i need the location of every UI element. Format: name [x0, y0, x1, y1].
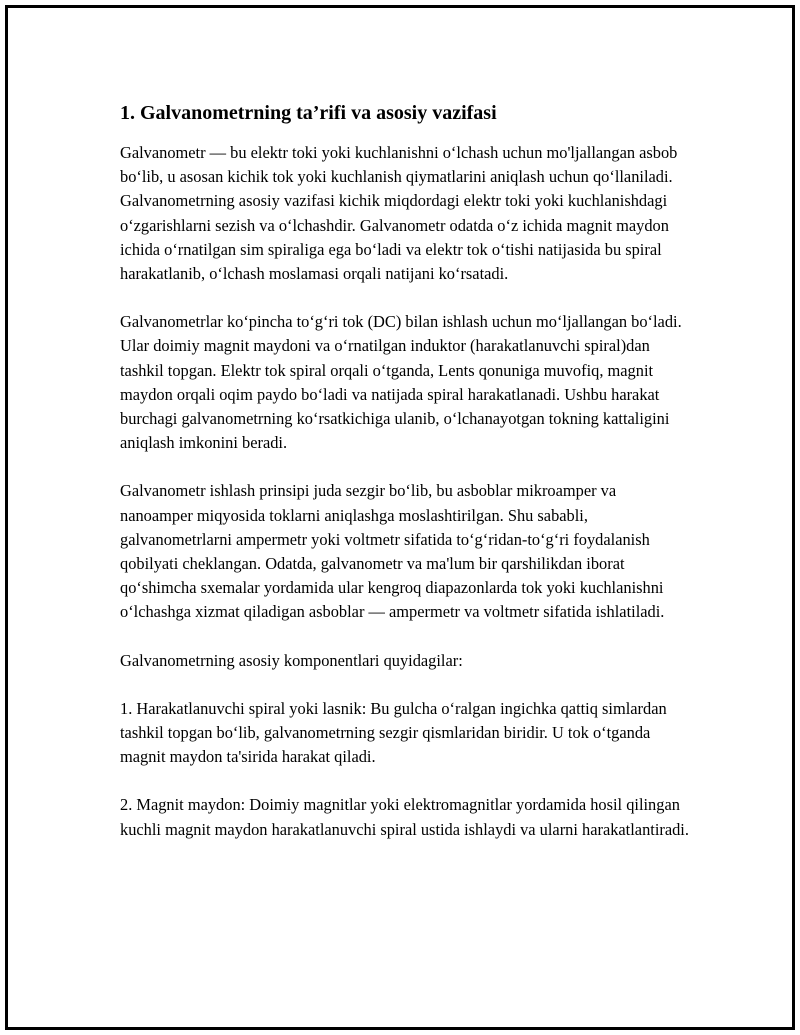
paragraph-definition: Galvanometr — bu elektr toki yoki kuchlanishni o‘lchash uchun mo'ljallangan asbob bo‘lib, u asosan kichik tok yoki kuchlanish qiymatlarini aniqlash uchun qo‘llaniladi. Galvanometrning asosiy vazifasi kichik miqdordagi elektr toki yoki kuchlanishdagi o‘zgarishlarni sezish va o‘lchashdir. Galvanometr odatda o‘z ichida magnit maydon ichida o‘rnatilgan sim spiraliga ega bo‘ladi va elektr tok o‘tishi natijasida bu spiral harakatlanib, o‘lchash moslamasi orqali natijani ko‘rsatadi. — [120, 143, 678, 284]
paragraph-components-intro: Galvanometrning asosiy komponentlari quyidagilar: — [120, 650, 463, 670]
section-heading: 1. Galvanometrning ta’rifi va asosiy vazifasi — [120, 102, 497, 124]
list-item-moving-coil: 1. Harakatlanuvchi spiral yoki lasnik: Bu gulcha o‘ralgan ingichka qattiq simlardan tashkil topgan bo‘lib, galvanometrning sezgir qismlaridan biridir. U tok o‘tganda magnit maydon ta'sirida harakat qiladi. — [120, 698, 667, 767]
paragraph-sensitivity: Galvanometr ishlash prinsipi juda sezgir bo‘lib, bu asboblar mikroamper va nanoamper miqyosida toklarni aniqlashga moslashtirilgan. Shu sababli, galvanometrlarni ampermetr yoki voltmetr sifatida to‘g‘ridan-to‘g‘ri foydalanish qobilyati cheklangan. Odatda, galvanometr va ma'lum bir qarshilikdan iborat qo‘shimcha sxemalar yordamida ular kengroq diapazonlarda tok yoki kuchlanishni o‘lchashga xizmat qiladigan asboblar — ampermetr va voltmetr sifatida ishlatiladi. — [120, 481, 665, 622]
document-body — [120, 100, 690, 866]
list-item-magnetic-field: 2. Magnit maydon: Doimiy magnitlar yoki elektromagnitlar yordamida hosil qilingan kuchli magnit maydon harakatlanuvchi spiral ustida ishlaydi va ularni harakatlantiradi. — [120, 795, 689, 839]
paragraph-dc-operation: Galvanometrlar ko‘pincha to‘g‘ri tok (DC) bilan ishlash uchun mo‘ljallangan bo‘ladi. Ular doimiy magnit maydoni va o‘rnatilgan induktor (harakatlanuvchi spiral)dan tashkil topgan. Elektr tok spiral orqali o‘tganda, Lents qonuniga muvofiq, magnit maydon orqali oqim paydo bo‘ladi va natijada spiral harakatlanadi. Ushbu harakat burchagi galvanometrning ko‘rsatkichiga ulanib, o‘lchanayotgan tokning kattaligini aniqlash imkonini beradi. — [120, 312, 682, 453]
document-page — [5, 5, 795, 1030]
